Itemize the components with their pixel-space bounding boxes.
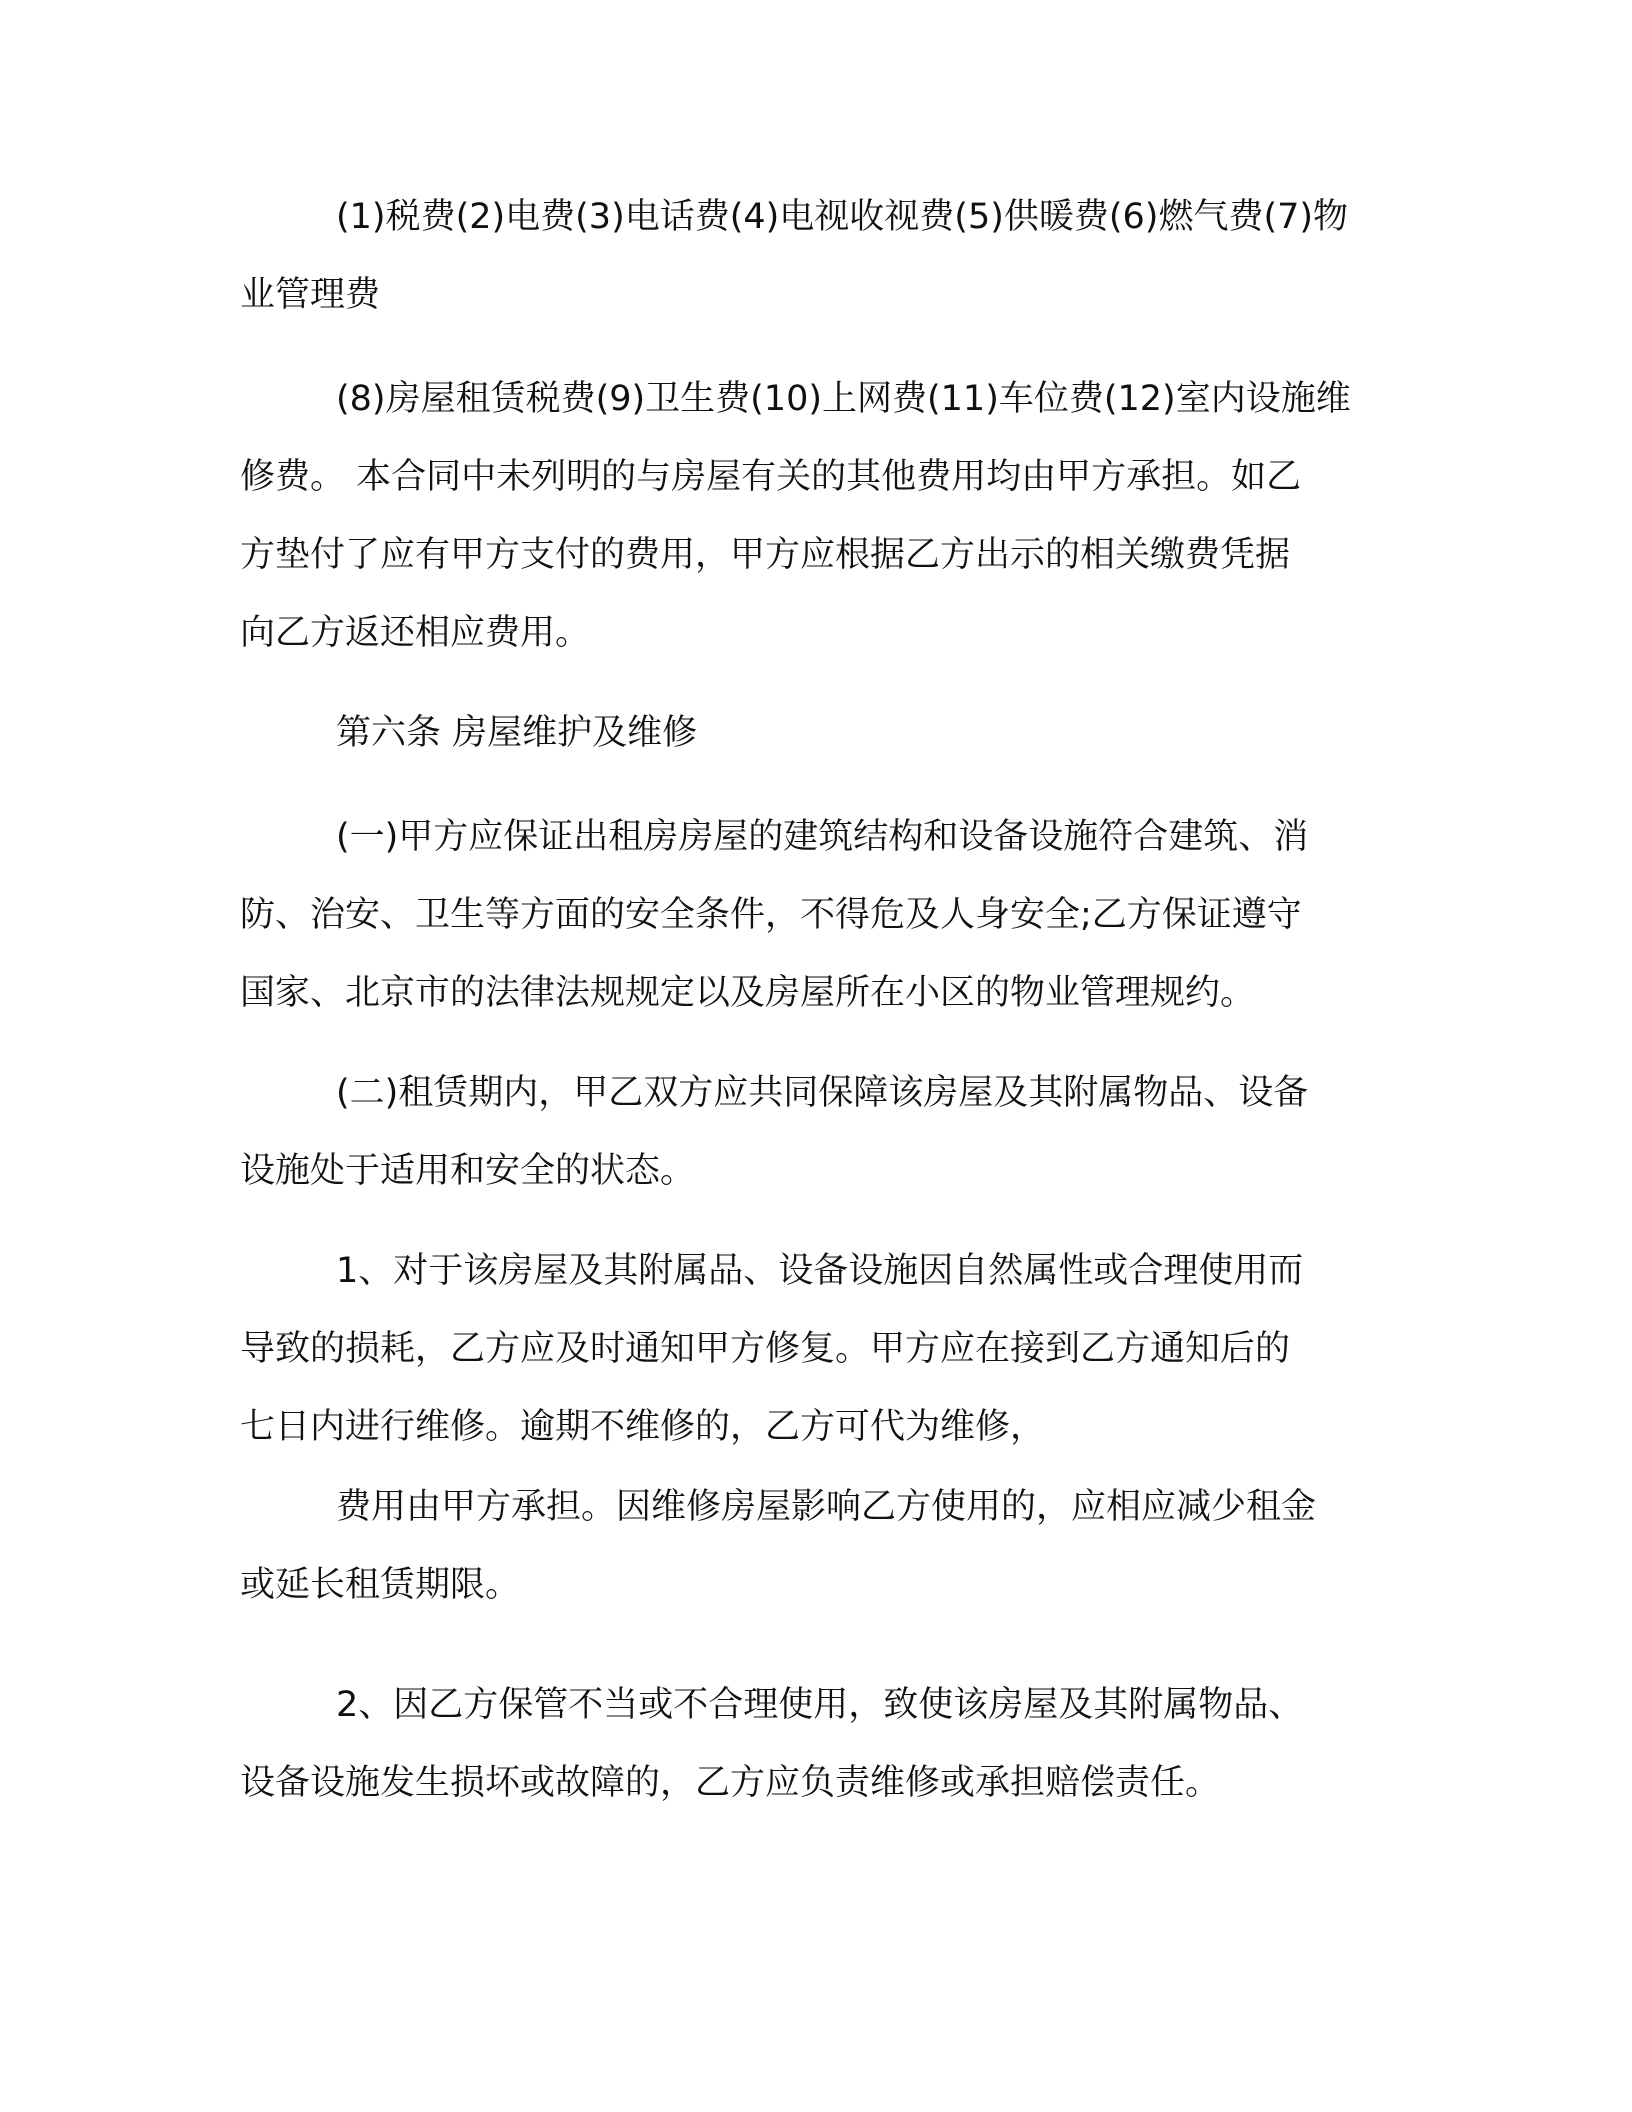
text-line: 设施处于适用和安全的状态。 [240, 1151, 696, 1191]
section-heading-article-6 [240, 694, 1385, 772]
text-line: 业管理费 [240, 275, 381, 315]
text-line: 向乙方返还相应费用。 [240, 613, 591, 653]
text-line: 设备设施发生损坏或故障的，乙方应负责维修或承担赔偿责任。 [240, 1763, 1221, 1803]
text-line: 方垫付了应有甲方支付的费用，甲方应根据乙方出示的相关缴费凭据 [240, 535, 1291, 575]
text-line: (二)租赁期内，甲乙双方应共同保障该房屋及其附属物品、设备 [336, 1073, 1309, 1113]
text-line: 费用由甲方承担。因维修房屋影响乙方使用的，应相应减少租金 [336, 1487, 1317, 1527]
text-line: 修费。 本合同中未列明的与房屋有关的其他费用均由甲方承担。如乙 [240, 457, 1302, 497]
text-line: 或延长租赁期限。 [240, 1565, 521, 1605]
paragraph-clause-1 [240, 798, 1385, 1032]
text-line: (1)税费(2)电费(3)电话费(4)电视收视费(5)供暖费(6)燃气费(7)物 [336, 197, 1349, 237]
text-line: 1、对于该房屋及其附属品、设备设施因自然属性或合理使用而 [336, 1251, 1304, 1291]
text-line: 国家、北京市的法律法规规定以及房屋所在小区的物业管理规约。 [240, 973, 1256, 1013]
paragraph-item-2 [240, 1666, 1385, 1822]
text-line: 七日内进行维修。逾期不维修的，乙方可代为维修， [240, 1407, 1046, 1447]
paragraph-fees-continued [240, 360, 1385, 672]
text-line: 2、因乙方保管不当或不合理使用，致使该房屋及其附属物品、 [336, 1685, 1304, 1725]
text-line: 导致的损耗，乙方应及时通知甲方修复。甲方应在接到乙方通知后的 [240, 1329, 1291, 1369]
text-line: 防、治安、卫生等方面的安全条件，不得危及人身安全;乙方保证遵守 [240, 895, 1302, 935]
paragraph-item-1 [240, 1232, 1385, 1466]
paragraph-fees-list [240, 178, 1385, 334]
text-line: (8)房屋租赁税费(9)卫生费(10)上网费(11)车位费(12)室内设施维 [336, 379, 1351, 419]
paragraph-clause-2 [240, 1054, 1385, 1210]
text-line: 第六条 房屋维护及维修 [336, 713, 698, 753]
paragraph-item-1-continued [240, 1468, 1385, 1624]
text-line: (一)甲方应保证出租房房屋的建筑结构和设备设施符合建筑、消 [336, 817, 1309, 857]
